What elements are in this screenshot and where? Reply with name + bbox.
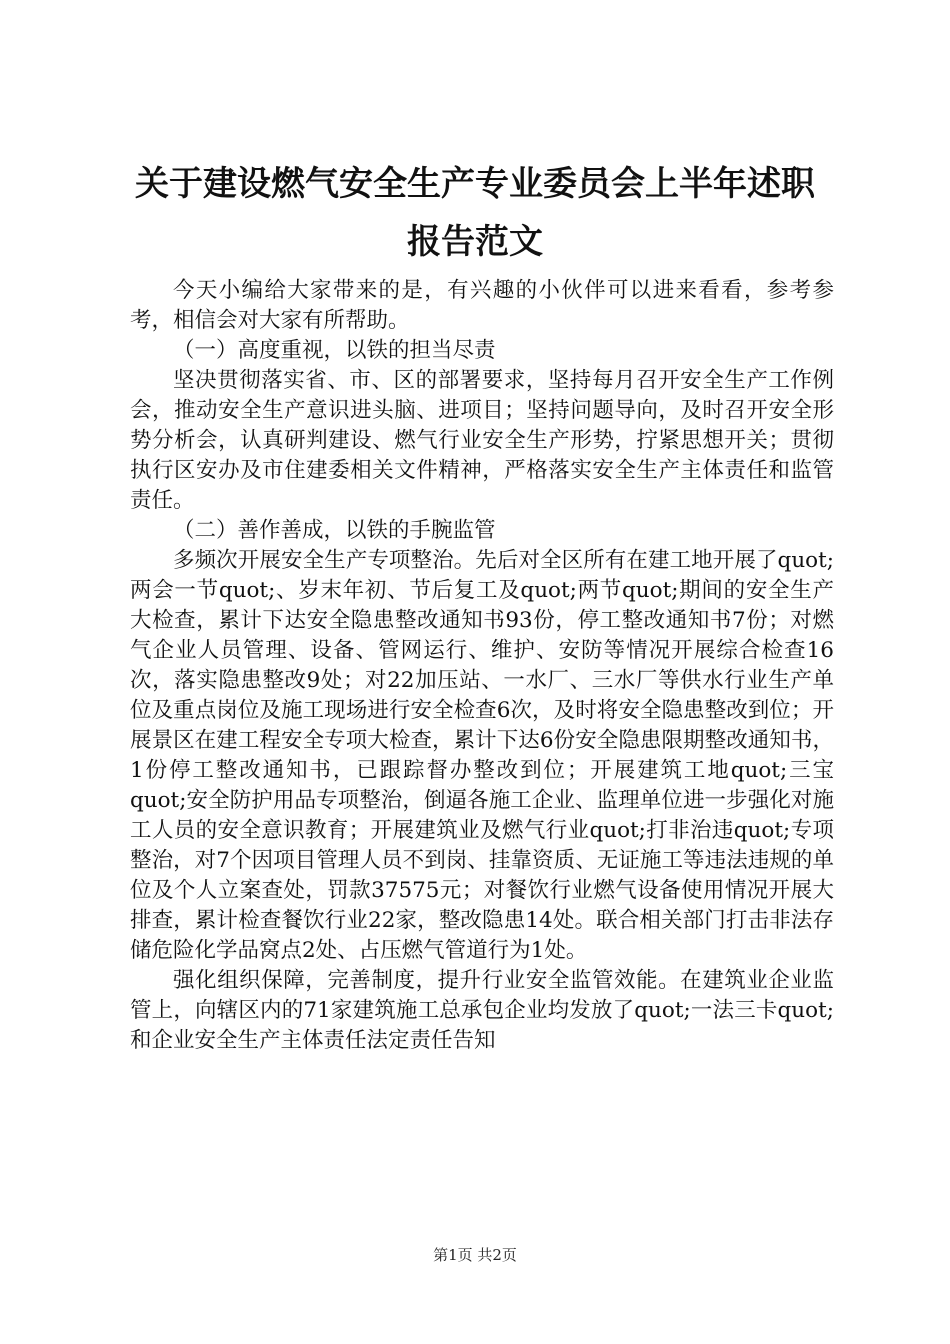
intro-paragraph: 今天小编给大家带来的是，有兴趣的小伙伴可以进来看看，参考参考，相信会对大家有所帮助。 [130, 278, 834, 333]
body-paragraph: 多频次开展安全生产专项整治。先后对全区所有在建工地开展了quot;两会一节quot;、岁末年初、节后复工及quot;两节quot;期间的安全生产大检查，累计下达安全隐患整改通知书93份，停工整改通知书7份；对燃气企业人员管理、设备、管网运行、维护、安防等情况开展综合检查16次，落实隐患整改9处；对22加压站、一水厂、三水厂等供水行业生产单位及重点岗位及施工现场进行安全检查6次，及时将安全隐患整改到位；开展景区在建工程安全专项大检查，累计下达6份安全隐患限期整改通知书，1份停工整改通知书，已跟踪督办整改到位；开展建筑工地quot;三宝quot;安全防护用品专项整治，倒逼各施工企业、监理单位进一步强化对施工人员的安全意识教育；开展建筑业及燃气行业quot;打非治违quot;专项整治，对7个因项目管理人员不到岗、挂靠资质、无证施工等违法违规的单位及个人立案查处，罚款37575元；对餐饮行业燃气设备使用情况开展大排查，累计检查餐饮行业22家，整改隐患14处。联合相关部门打击非法存储危险化学品窝点2处、占压燃气管道行为1处。 [130, 548, 834, 963]
document-title-line-2: 报告范文 [407, 222, 543, 262]
document-body [130, 276, 834, 1056]
section-heading-2: （二）善作善成，以铁的手腕监管 [173, 518, 496, 543]
body-paragraph: 坚决贯彻落实省、市、区的部署要求，坚持每月召开安全生产工作例会，推动安全生产意识进头脑、进项目；坚持问题导向，及时召开安全形势分析会，认真研判建设、燃气行业安全生产形势，拧紧思想开关；贯彻执行区安办及市住建委相关文件精神，严格落实安全生产主体责任和监管责任。 [130, 368, 834, 513]
page-number-footer: 第1页 共2页 [433, 1246, 517, 1264]
section-heading-1: （一）高度重视，以铁的担当尽责 [173, 338, 496, 363]
document-title-line-1: 关于建设燃气安全生产专业委员会上半年述职 [135, 164, 815, 204]
body-paragraph: 强化组织保障，完善制度，提升行业安全监管效能。在建筑业企业监管上，向辖区内的71家建筑施工总承包企业均发放了quot;一法三卡quot;和企业安全生产主体责任法定责任告知 [130, 968, 834, 1053]
